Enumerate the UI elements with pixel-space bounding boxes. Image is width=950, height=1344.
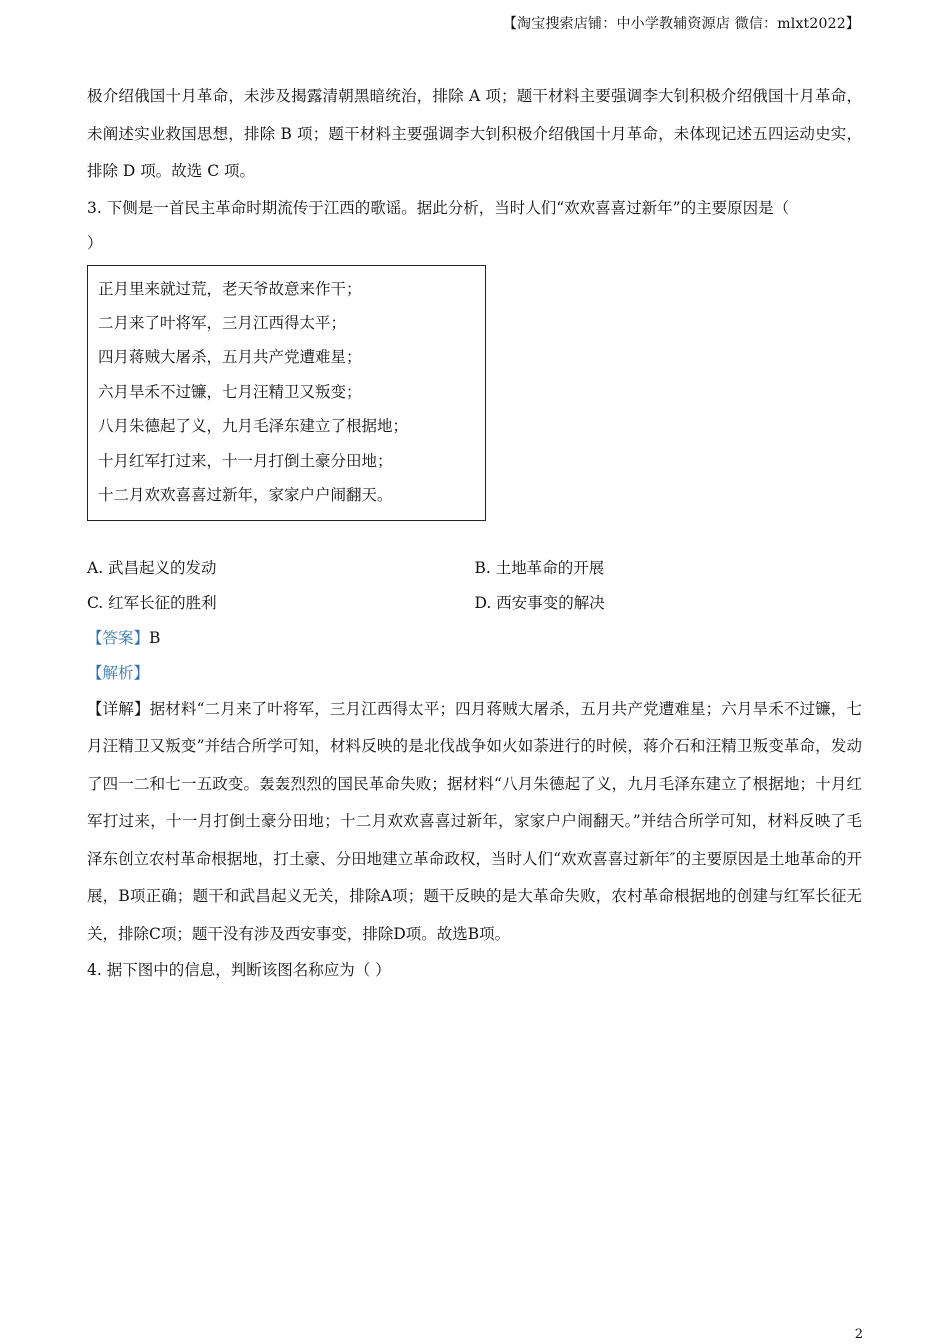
analysis-line: [87, 656, 862, 691]
ballad-line: 六月旱禾不过镰，七月汪精卫又叛变；: [98, 382, 362, 401]
question-3-stem: [87, 191, 862, 261]
ballad-line: 八月朱德起了义，九月毛泽东建立了根据地；: [98, 417, 409, 436]
options-row-2: [87, 586, 862, 621]
document-body: [87, 78, 862, 988]
ballad-line: 十二月欢欢喜喜过新年，家家户户闹翻天。: [98, 485, 393, 504]
previous-explanation: 极介绍俄国十月革命，未涉及揭露清朝黑暗统治，排除 A 项；题干材料主要强调李大钊积极介绍俄国十月革命，未阐述实业救国思想，排除 B 项；题干材料主要强调李大钊积极介绍俄国十月革命，未体现记述五四运动史实，排除 D 项。故选 C 项。: [87, 87, 862, 180]
page-header: 【淘宝搜索店铺：中小学教辅资源店 微信：mlxt2022】: [502, 16, 860, 32]
ballad-box: [87, 265, 486, 521]
page-number: 2: [854, 1327, 863, 1342]
question-4-stem: 4. 据下图中的信息，判断该图名称应为（ ）: [87, 961, 391, 979]
analysis-label: 【解析】: [87, 663, 150, 682]
option-b: B. 土地革命的开展: [474, 558, 605, 577]
detail-text: 据材料“二月来了叶将军，三月江西得太平；四月蒋贼大屠杀，五月共产党遭难星；六月旱禾不过镰，七月汪精卫又叛变”并结合所学可知，材料反映的是北伐战争如火如荼进行的时候，蒋介石和汪精卫叛变革命，发动了四一二和七一五政变。轰轰烈烈的国民革命失败；据材料“八月朱德起了义，九月毛泽东建立了根据地；十月红军打过来，十一月打倒土豪分田地；十二月欢欢喜喜过新年，家家户户闹翻天。”并结合所学可知，材料反映了毛泽东创立农村革命根据地，打土豪、分田地建立革命政权，当时人们“欢欢喜喜过新年″的主要原因是土地革命的开展，B项正确；题干和武昌起义无关，排除A项；题干反映的是大革命失败，农村革命根据地的创建与红军长征无关，排除C项；题干没有涉及西安事变，排除D项。故选B项。: [87, 699, 862, 943]
option-a: A. 武昌起义的发动: [87, 558, 217, 577]
answer-options: [87, 551, 862, 621]
ballad-line: 二月来了叶将军，三月江西得太平；: [98, 313, 347, 332]
answer-value: B: [149, 628, 161, 647]
ballad-line: 四月蒋贼大屠杀，五月共产党遭难星；: [98, 348, 362, 367]
ballad-line: 十月红军打过来，十一月打倒土豪分田地；: [98, 451, 393, 470]
detail-label: 【详解】: [87, 699, 150, 718]
options-row-1: [87, 551, 862, 586]
question-3-stem-line1: 3. 下侧是一首民主革命时期流传于江西的歌谣。据此分析，当时人们“欢欢喜喜过新年”的主要原因是（: [87, 198, 790, 217]
detail-explanation: [87, 691, 862, 954]
question-3: [87, 191, 862, 954]
ballad-line: 正月里来就过荒，老天爷故意来作干；: [98, 279, 362, 298]
option-d: D. 西安事变的解决: [474, 593, 605, 612]
answer-line: [87, 621, 862, 656]
option-c: C. 红军长征的胜利: [87, 593, 217, 612]
answer-label: 【答案】: [87, 628, 150, 647]
question-3-stem-line2: ）: [87, 233, 103, 252]
